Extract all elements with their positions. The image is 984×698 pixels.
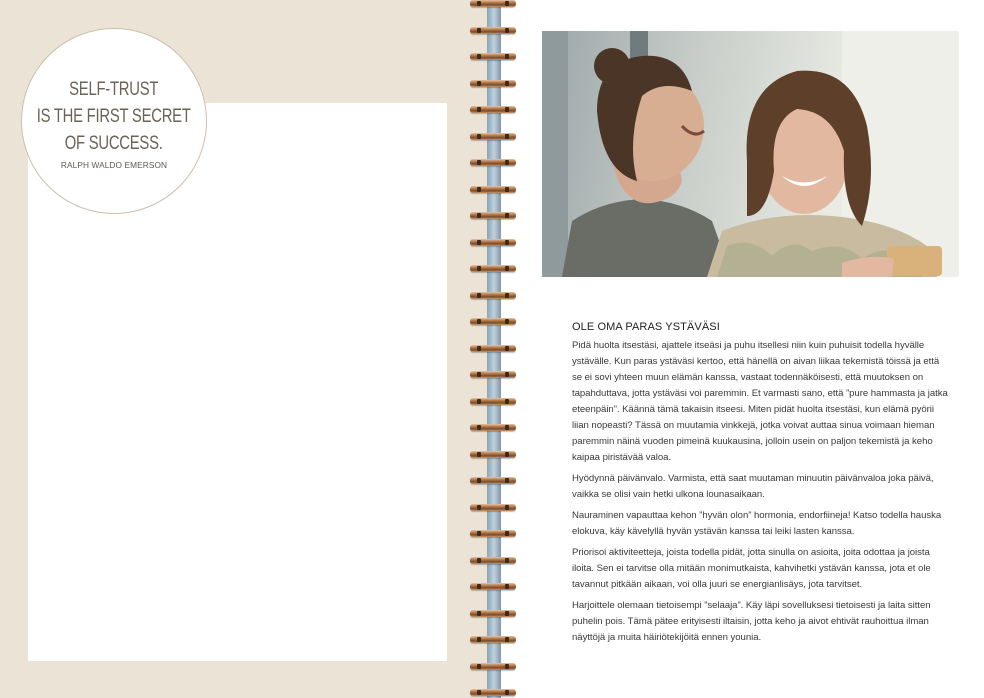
spiral-ring [470,290,516,301]
quote-line: IS THE FIRST SECRET [37,106,191,127]
spiral-ring [470,502,516,513]
article-title: OLE OMA PARAS YSTÄVÄSI [572,321,720,333]
spiral-ring [470,25,516,36]
spiral-ring [470,237,516,248]
spiral-ring [470,528,516,539]
article [572,321,948,651]
spiral-ring [470,157,516,168]
spiral-ring [470,210,516,221]
spiral-ring [470,422,516,433]
spiral-ring [470,581,516,592]
spiral-ring [470,78,516,89]
spiral-ring [470,263,516,274]
spiral-ring [470,0,516,9]
spiral-ring [470,634,516,645]
quote-line: OF SUCCESS. [65,133,163,154]
spiral-ring [470,184,516,195]
spiral-ring [470,608,516,619]
spiral-ring [470,687,516,698]
article-paragraph: Priorisoi aktiviteetteja, joista todella pidät, jotta sinulla on asioita, joita odottaa ja joista iloita. Sen ei tarvitse olla mitään monimutkaista, kahvihetki ystävän kanssa, jota et ole tavannut pitkään aikaan, voi olla juuri se energianlisäys, jota tarvitset. [572,547,931,590]
article-paragraph: Nauraminen vapauttaa kehon ”hyvän olon” hormonia, endorfiineja! Katso todella hauska elokuva, käy kävelyllä hyvän ystävän kanssa tai leiki lasten kanssa. [572,510,942,537]
quote-author: RALPH WALDO EMERSON [60,160,168,170]
quote-line: SELF-TRUST [69,79,159,100]
spiral-binding [470,0,516,698]
article-paragraph: Pidä huolta itsestäsi, ajattele itseäsi ja puhu itsellesi niin kuin puhuisit todella hyvälle ystävälle. Kun paras ystäväsi kertoo, että hänellä on aivan liikaa tekemistä töissä ja että se ei sovi yhteen muun elämän kanssa, vastaat todennäköisesti, että muutoksen on tapahduttava, jotta ystäväsi voi paremmin. Et varmasti sano, että ”pure hammasta ja jatka eteenpäin”. Käännä tämä takaisin itseesi. Miten pidät huolta itsestäsi, kun elämä pyörii liian nopeasti? Tässä on muutamia vinkkejä, jotka voivat auttaa sinua voimaan hieman paremmin näinä vuoden pimeinä kuukausina, jolloin usein on paljon tekemistä ja keho kaipaa piristävää valoa. [572,340,948,463]
article-paragraph: Hyödynnä päivänvalo. Varmista, että saat muutaman minuutin päivänvaloa joka päivä, vaikka se olisi vain hetki ulkona lounasaikaan. [572,473,934,500]
spiral-ring [470,661,516,672]
spiral-ring [470,475,516,486]
spiral-ring [470,555,516,566]
spiral-ring [470,51,516,62]
spiral-ring [470,343,516,354]
spiral-ring [470,449,516,460]
spiral-ring [470,369,516,380]
photo-illustration [542,31,959,277]
spiral-ring [470,396,516,407]
quote-badge [21,28,207,214]
spiral-ring [470,131,516,142]
spiral-ring [470,316,516,327]
article-paragraph: Harjoittele olemaan tietoisempi ”selaaja”. Käy läpi sovelluksesi tietoisesti ja laita sitten puhelin pois. Tämä pätee erityisesti iltaisin, jotta keho ja aivot ehtivät rauhoittua ilman näyttöjä ja muita häiriötekijöitä ennen younia. [572,600,931,643]
photo-two-laughing-women [542,31,959,277]
spiral-ring [470,104,516,115]
quote-text [37,76,191,157]
